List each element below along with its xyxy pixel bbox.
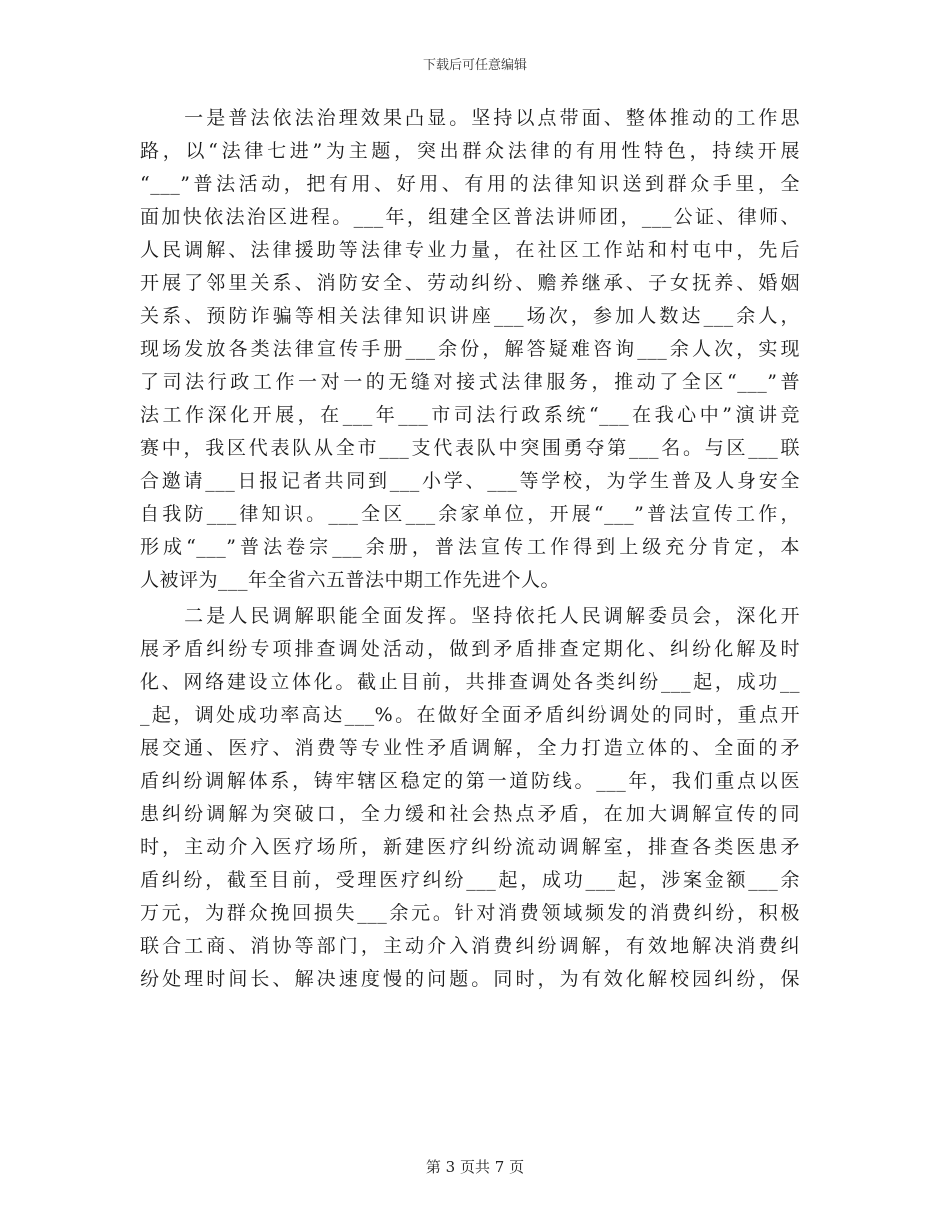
text-line: 人被评为___年全省六五普法中期工作先进个人。 bbox=[140, 569, 561, 591]
text-line: 自我防___律知识。___全区___余家单位，开展“___”普法宣传工作， bbox=[140, 503, 800, 525]
text-line: _起，调处成功率高达___%。在做好全面矛盾纠纷调处的同时，重点开 bbox=[140, 704, 800, 726]
text-line: 了司法行政工作一对一的无缝对接式法律服务，推动了全区“___”普 bbox=[140, 371, 800, 393]
text-line: 开展了邻里关系、消防安全、劳动纠纷、赡养继承、子女抚养、婚姻 bbox=[140, 272, 800, 294]
text-line: 纷处理时间长、解决速度慢的问题。同时，为有效化解校园纠纷，保 bbox=[140, 968, 800, 990]
text-line: 二是人民调解职能全面发挥。坚持依托人民调解委员会，深化开 bbox=[140, 605, 800, 627]
text-line: 万元，为群众挽回损失___余元。针对消费领域频发的消费纠纷，积极 bbox=[140, 902, 800, 924]
text-line: 形成“___”普法卷宗___余册，普法宣传工作得到上级充分肯定，本 bbox=[140, 536, 800, 558]
text-line: 面加快依法治区进程。___年，组建全区普法讲师团，___公证、律师、 bbox=[140, 206, 800, 228]
text-line: 患纠纷调解为突破口，全力缓和社会热点矛盾，在加大调解宣传的同 bbox=[140, 803, 800, 825]
text-line: 路，以“法律七进”为主题，突出群众法律的有用性特色，持续开展 bbox=[140, 140, 800, 162]
page-header: 下载后可任意编辑 bbox=[422, 58, 527, 73]
text-line: 合邀请___日报记者共同到___小学、___等学校，为学生普及人身安全 bbox=[140, 470, 800, 492]
text-line: 联合工商、消协等部门，主动介入消费纠纷调解，有效地解决消费纠 bbox=[140, 935, 800, 957]
text-line: “___”普法活动，把有用、好用、有用的法律知识送到群众手里，全 bbox=[140, 173, 800, 195]
text-line: 展矛盾纠纷专项排查调处活动，做到矛盾排查定期化、纠纷化解及时 bbox=[140, 638, 800, 660]
text-line: 时，主动介入医疗场所，新建医疗纠纷流动调解室，排查各类医患矛 bbox=[140, 836, 800, 858]
text-line: 盾纠纷调解体系，铸牢辖区稳定的第一道防线。___年，我们重点以医 bbox=[140, 770, 800, 792]
text-line: 人民调解、法律援助等法律专业力量，在社区工作站和村屯中，先后 bbox=[140, 239, 800, 261]
text-line: 展交通、医疗、消费等专业性矛盾调解，全力打造立体的、全面的矛 bbox=[140, 737, 800, 759]
document-body bbox=[140, 102, 800, 996]
text-line: 盾纠纷，截至目前，受理医疗纠纷___起，成功___起，涉案金额___余 bbox=[140, 869, 800, 891]
text-line: 化、网络建设立体化。截止目前，共排查调处各类纠纷___起，成功__ bbox=[140, 671, 800, 693]
text-line: 关系、预防诈骗等相关法律知识讲座___场次，参加人数达___余人， bbox=[140, 305, 800, 327]
text-line: 现场发放各类法律宣传手册___余份，解答疑难咨询___余人次，实现 bbox=[140, 338, 800, 360]
text-line: 法工作深化开展，在___年___市司法行政系统“___在我心中”演讲竞 bbox=[140, 404, 800, 426]
page-footer: 第 3 页共 7 页 bbox=[425, 1158, 525, 1176]
text-line: 一是普法依法治理效果凸显。坚持以点带面、整体推动的工作思 bbox=[140, 107, 800, 129]
text-line: 赛中，我区代表队从全市___支代表队中突围勇夺第___名。与区___联 bbox=[140, 437, 800, 459]
